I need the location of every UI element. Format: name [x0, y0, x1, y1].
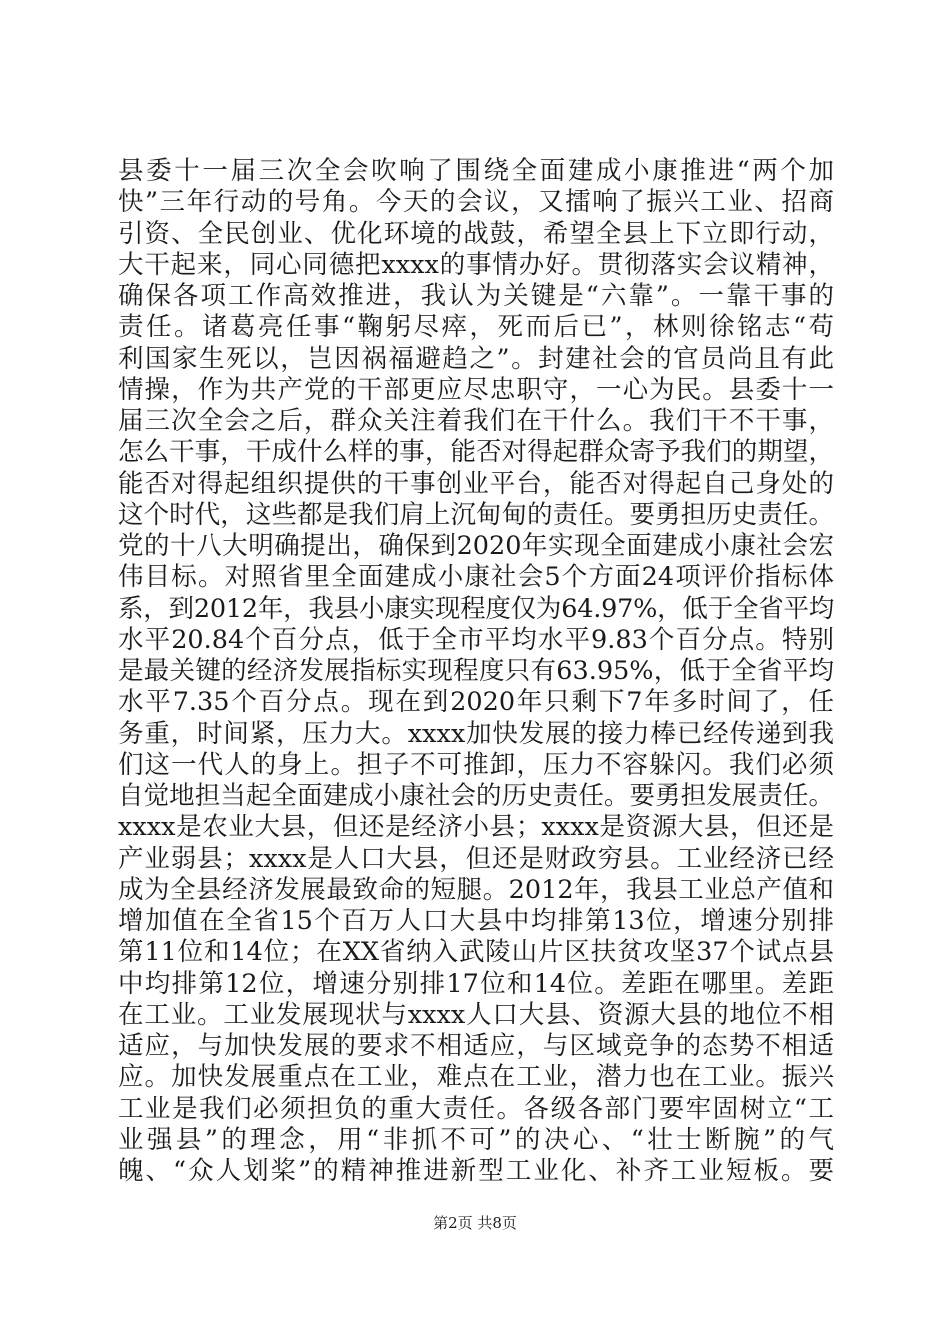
- text-line: 快”三年行动的号角。今天的会议，又擂响了振兴工业、招商: [118, 187, 834, 218]
- text-line: 责任。诸葛亮任事“鞠躬尽瘁，死而后已”，林则徐铭志“苟: [118, 312, 834, 343]
- text-line: 魄、“众人划桨”的精神推进新型工业化、补齐工业短板。要: [118, 1156, 834, 1186]
- text-line: 届三次全会之后，群众关注着我们在干什么。我们干不干事，: [118, 406, 834, 436]
- text-line: 第11位和14位；在XX省纳入武陵山片区扶贫攻坚37个试点县: [118, 937, 834, 968]
- text-line: 党的十八大明确提出，确保到2020年实现全面建成小康社会宏: [118, 531, 834, 561]
- text-line: 产业弱县；xxxx是人口大县，但还是财政穷县。工业经济已经: [118, 843, 834, 874]
- text-line: 务重，时间紧，压力大。xxxx加快发展的接力棒已经传递到我: [118, 718, 834, 749]
- text-line: 是最关键的经济发展指标实现程度只有63.95%，低于全省平均: [118, 656, 834, 686]
- body-paragraph: [118, 156, 834, 1187]
- text-line: 水平20.84个百分点，低于全市平均水平9.83个百分点。特别: [118, 624, 834, 655]
- text-line: 系，到2012年，我县小康实现程度仅为64.97%，低于全省平均: [118, 593, 835, 624]
- text-line: 情操，作为共产党的干部更应尽忠职守，一心为民。县委十一: [118, 374, 834, 405]
- text-line: 应。加快发展重点在工业，难点在工业，潜力也在工业。振兴: [118, 1062, 834, 1093]
- text-line: 增加值在全省15个百万人口大县中均排第13位，增速分别排: [118, 906, 834, 936]
- text-line: 怎么干事，干成什么样的事，能否对得起群众寄予我们的期望，: [118, 437, 834, 468]
- text-line: 业强县”的理念，用“非抓不可”的决心、“壮士断腕”的气: [118, 1124, 834, 1155]
- text-line: 自觉地担当起全面建成小康社会的历史责任。要勇担发展责任。: [118, 781, 834, 811]
- text-line: 引资、全民创业、优化环境的战鼓，希望全县上下立即行动，: [118, 218, 834, 249]
- text-line: 水平7.35个百分点。现在到2020年只剩下7年多时间了，任: [118, 687, 834, 718]
- text-line: 伟目标。对照省里全面建成小康社会5个方面24项评价指标体: [118, 562, 834, 593]
- text-line: 大干起来，同心同德把xxxx的事情办好。贯彻落实会议精神，: [118, 249, 834, 280]
- text-line: 工业是我们必须担负的重大责任。各级各部门要牢固树立“工: [118, 1093, 834, 1124]
- text-line: 确保各项工作高效推进，我认为关键是“六靠”。一靠干事的: [118, 281, 834, 311]
- text-line: 中均排第12位，增速分别排17位和14位。差距在哪里。差距: [118, 968, 834, 999]
- text-line: 适应，与加快发展的要求不相适应，与区域竞争的态势不相适: [118, 1031, 834, 1061]
- text-line: 能否对得起组织提供的干事创业平台，能否对得起自己身处的: [118, 468, 834, 499]
- text-line: 们这一代人的身上。担子不可推卸，压力不容躲闪。我们必须: [118, 749, 834, 780]
- text-line: 这个时代，这些都是我们肩上沉甸甸的责任。要勇担历史责任。: [118, 499, 834, 530]
- text-line: 利国家生死以，岂因祸福避趋之”。封建社会的官员尚且有此: [118, 343, 834, 374]
- text-line: 县委十一届三次全会吹响了围绕全面建成小康推进“两个加: [118, 156, 834, 186]
- text-line: xxxx是农业大县，但还是经济小县；xxxx是资源大县，但还是: [118, 812, 834, 843]
- page-footer: 第2页 共8页: [433, 1214, 517, 1232]
- text-line: 在工业。工业发展现状与xxxx人口大县、资源大县的地位不相: [118, 999, 834, 1030]
- text-line: 成为全县经济发展最致命的短腿。2012年，我县工业总产值和: [118, 874, 834, 905]
